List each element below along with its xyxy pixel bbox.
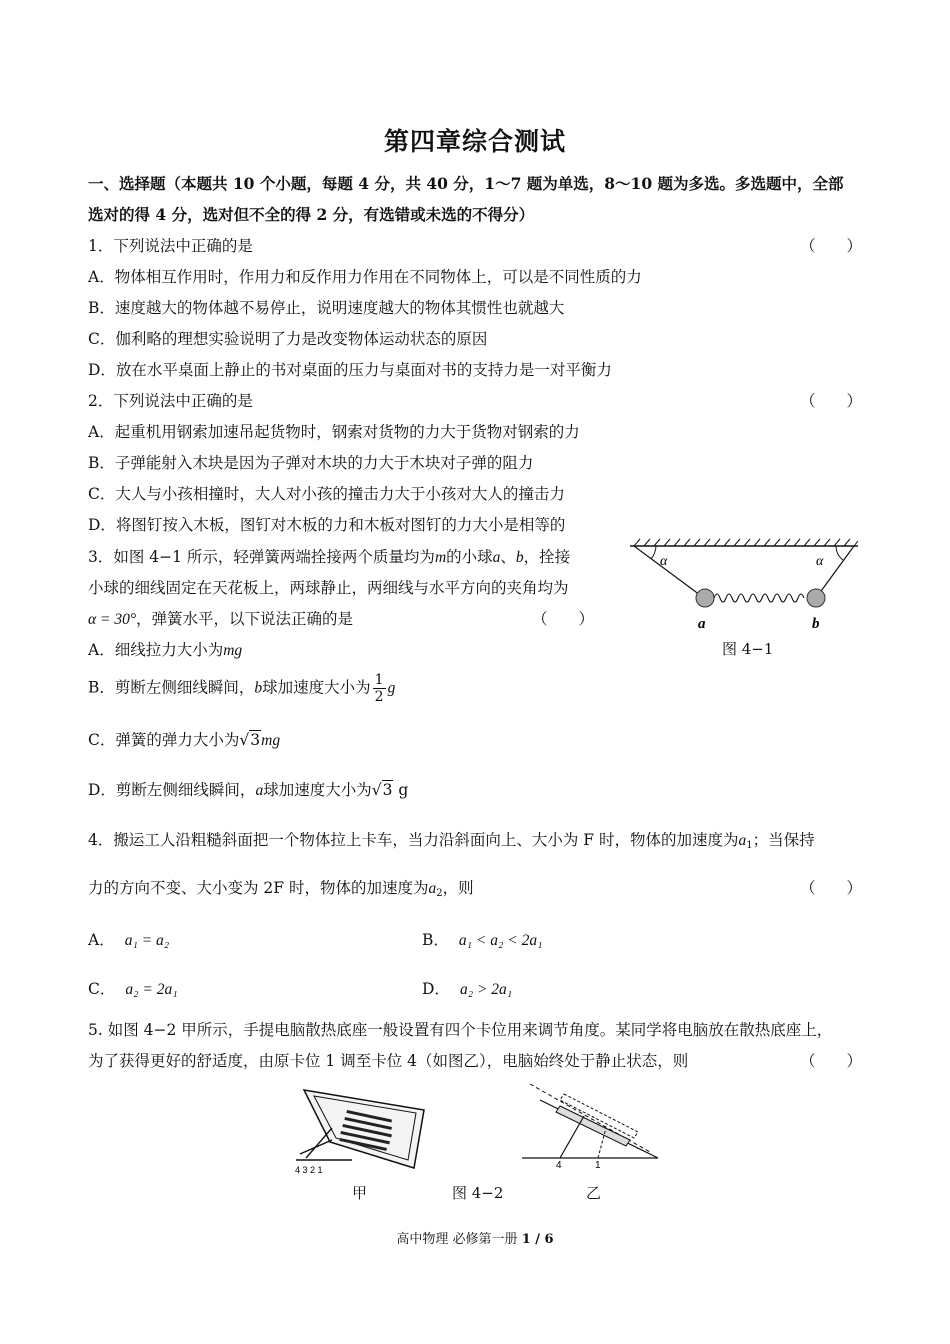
ball-a-label: a [698,616,706,632]
slot-numbers: 4 3 2 1 [295,1165,323,1175]
support-leg-back [306,1128,332,1158]
q3-option-b-var: b [254,679,263,697]
q1-answer-paren: （ ） [800,237,863,255]
figure-4-2-side-view [520,1080,660,1170]
q4-option-c-label: C． [88,980,116,998]
figure-4-2-cooling-stand [292,1080,432,1175]
figure-4-2-caption: 图 4−2 [452,1184,504,1202]
q4-option-c-math: a₂ = 2a₁ [125,981,178,998]
q1-stem: 1．下列说法中正确的是 [88,237,253,255]
q3-option-c-sqrt-sign: √ [239,731,250,749]
q3-option-d-text-a: D．剪断左侧细线瞬间， [88,781,256,799]
q3-option-d-var: a [255,782,264,799]
q4-option-b-math: a₁ < a₂ < 2a₁ [458,932,543,949]
q3-option-c-text: C．弹簧的弹力大小为 [88,731,240,749]
q5-stem-line1: 5. 如图 4−2 甲所示，手提电脑散热底座一般设置有四个卡位用来调节角度。某同学将电脑放在散热底座上， [88,1021,833,1039]
ball-b-label: b [812,616,820,632]
q4-option-b-label: B． [422,931,449,949]
q3-alpha-equation: α = 30° [88,611,137,628]
figure-4-1-spring-diagram [620,538,865,638]
stand-top-pos1-dashed [530,1084,650,1152]
q4-option-a-label: A． [88,931,115,949]
q3-separator: 、 [500,548,516,566]
q2-option-b: B．子弹能射入木块是因为子弹对木块的力大于木块对子弹的阻力 [88,454,534,472]
q1-option-b: B．速度越大的物体越不易停止，说明速度越大的物体其惯性也就越大 [88,299,565,317]
q5-stem-line2: 为了获得更好的舒适度，由原卡位 1 调至卡位 4（如图乙），电脑始终处于静止状态，则 [88,1052,689,1070]
q3-option-d [88,778,408,800]
figure-4-2-left-caption: 甲 [352,1184,368,1202]
q3-option-c-radicand: 3 [250,731,261,749]
q3-option-c [88,728,280,750]
q3-stem-line3 [88,607,353,629]
footer-page-number: 1 / 6 [521,1232,554,1247]
q1-option-d: D．放在水平桌面上静止的书对桌面的压力与桌面对书的支持力是一对平衡力 [88,361,612,379]
q4-stem-line2 [88,876,474,899]
q2-answer-paren: （ ） [800,392,863,410]
q2-option-c: C．大人与小孩相撞时，大人对小孩的撞击力大于小孩对大人的撞击力 [88,485,565,503]
page-title: 第四章综合测试 [383,127,566,156]
q4-stem-line1 [88,828,815,851]
q4-option-c [88,977,178,999]
q1-option-a: A．物体相互作用时，作用力和反作用力作用在不同物体上，可以是不同性质的力 [88,268,642,286]
page-footer [0,1228,950,1247]
q3-answer-paren: （ ） [532,610,595,628]
pos4-label: 4 [556,1160,562,1170]
q3-option-a-text: A．细线拉力大小为 [88,641,224,659]
q4-a2-var: a [428,880,437,897]
figure-4-1-caption: 图 4−1 [722,640,774,658]
q4-option-d-math: a₂ > 2a₁ [459,981,513,998]
q4-option-a-math: a₁ = a₂ [124,932,170,949]
q4-option-b [422,928,542,950]
q4-a1-subscript: 1 [746,840,753,851]
q4-stem-line1-text-b: ；当保持 [752,831,815,849]
q4-option-d [422,977,512,999]
laptop-side [556,1106,630,1146]
figure-4-2-right-caption: 乙 [586,1184,602,1202]
q3-option-b [88,672,395,705]
q3-ball-b-symbol: b [515,549,524,566]
q3-mass-symbol: m [434,549,447,566]
q3-option-b-g: g [387,679,396,697]
q4-stem-line2-text-b: ，则 [442,879,474,897]
q3-option-a [88,638,242,660]
left-alpha-label: α [660,554,668,569]
q3-option-b-fraction [373,672,386,705]
q3-stem-line2: 小球的细线固定在天花板上，两球静止，两细线与水平方向的夹角均为 [88,579,569,597]
q3-stem-text-a: 3．如图 4−1 所示，轻弹簧两端拴接两个质量均为 [88,548,435,566]
q3-option-d-text-b: 球加速度大小为 [263,781,372,799]
q4-a2-subscript: 2 [436,888,443,899]
q3-option-d-sqrt-sign: √ [371,781,382,799]
section-instructions-line2: 选对的得 4 分，选对但不全的得 2 分，有选错或未选的不得分） [88,205,535,224]
q4-stem-line2-text-a: 力的方向不变、大小变为 2F 时，物体的加速度为 [88,879,429,897]
q5-answer-paren: （ ） [800,1052,863,1070]
q3-option-d-tail: g [393,781,409,799]
pos1-label: 1 [595,1160,601,1170]
q3-stem-text-b: 的小球 [446,548,493,566]
q4-a1-var: a [738,832,747,849]
ball-b [807,589,825,607]
q4-option-a [88,928,169,950]
q2-option-a: A．起重机用钢索加速吊起货物时，钢索对货物的力大于货物对钢索的力 [88,423,580,441]
q3-option-c-tail: mg [261,732,281,749]
section-instructions-line1: 一、选择题（本题共 10 个小题，每题 4 分，共 40 分，1～7 题为单选，8～10 题为多选。多选题中，全部 [88,174,844,193]
q3-stem-line1 [88,545,570,567]
left-string [634,546,704,598]
q2-stem: 2．下列说法中正确的是 [88,392,253,410]
q3-option-b-denominator: 2 [374,689,384,705]
q3-stem-text-c: ，拴接 [523,548,571,566]
q1-option-c: C．伽利略的理想实验说明了力是改变物体运动状态的原因 [88,330,488,348]
support-pos4 [560,1116,584,1158]
q3-option-b-text-a: B．剪断左侧细线瞬间， [88,678,255,697]
q4-stem-line1-text-a: 4．搬运工人沿粗糙斜面把一个物体拉上卡车，当力沿斜面向上、大小为 F 时，物体的加速度为 [88,831,739,849]
right-alpha-label: α [816,554,824,569]
q3-ball-a-symbol: a [492,549,501,566]
q4-option-d-label: D． [422,980,450,998]
right-angle-arc [836,546,843,560]
q3-option-a-math: mg [223,642,243,659]
q3-stem-line3-text: ，弹簧水平，以下说法正确的是 [136,610,354,628]
q3-option-b-numerator: 1 [374,672,384,688]
q4-answer-paren: （ ） [800,879,863,897]
spring-coil [714,594,804,602]
q2-option-d: D．将图钉按入木板，图钉对木板的力和木板对图钉的力大小是相等的 [88,516,566,534]
q3-option-b-text-b: 球加速度大小为 [262,678,371,697]
left-angle-arc [651,546,656,559]
footer-book-title: 高中物理 必修第一册 [396,1232,522,1247]
ceiling-hatching [634,539,858,546]
q3-option-d-radicand: 3 [382,781,393,799]
ball-a [696,589,714,607]
